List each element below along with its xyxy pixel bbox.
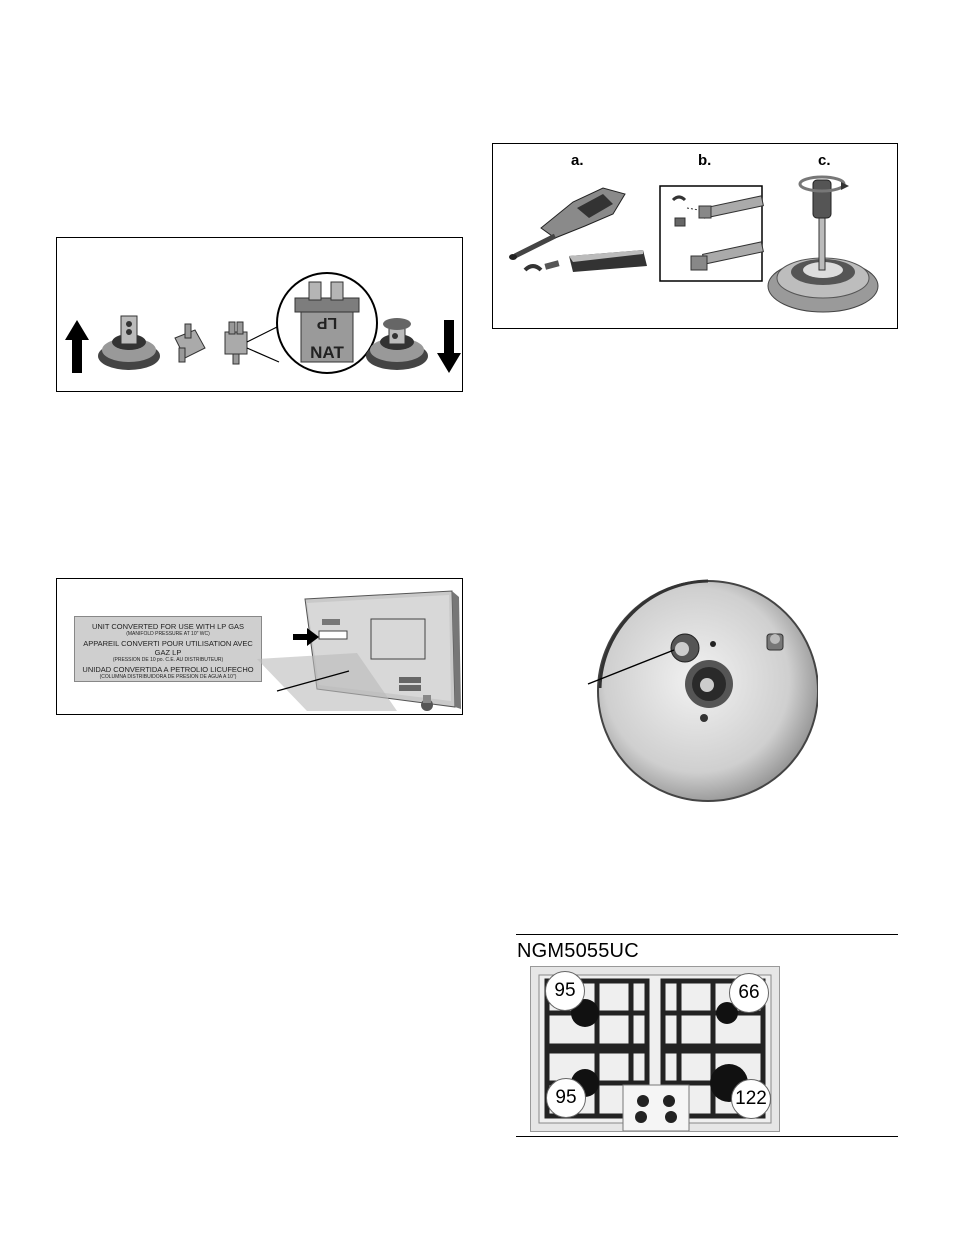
burner-rating-bottom-left: 95 — [546, 1078, 586, 1118]
conversion-label-figure — [56, 578, 463, 715]
orifice-tools-figure — [492, 143, 898, 329]
label-line-french-sub: (PRESSION DE 10 po. C.E. AU DISTRIBUTEUR) — [112, 656, 224, 663]
cap-text-nat: NAT — [310, 343, 344, 362]
cooktop-underside-illustration — [57, 579, 462, 714]
knob-icon — [635, 1111, 647, 1123]
panel-label-b: b. — [698, 152, 712, 169]
panel-label-c: c. — [818, 152, 831, 169]
orifice-tools-illustration — [493, 144, 897, 328]
cap-text-lp: LP — [316, 314, 338, 331]
knob-icon — [665, 1111, 677, 1123]
regulator-illustration — [57, 238, 462, 391]
burner-rating-bottom-right: 122 — [731, 1079, 771, 1119]
orifice-icon — [671, 634, 699, 662]
knob-icon — [663, 1095, 675, 1107]
magnified-cap-detail — [277, 273, 377, 373]
label-line-spanish-sub: (COLUMNA DISTRIBUIDORA DE PRESION DE AGUA A 10") — [99, 674, 237, 680]
regulator-cap-flipped — [225, 322, 247, 364]
arrow-up-icon — [65, 320, 89, 373]
orifice-card-icon — [569, 250, 647, 272]
regulator-cap-part — [175, 324, 205, 362]
rule-top — [516, 934, 898, 935]
nut-driver-icon — [509, 188, 625, 260]
cooktop-top-view — [530, 966, 780, 1132]
regulator-assembled — [98, 316, 160, 370]
control-panel — [623, 1085, 689, 1131]
model-number: NGM5055UC — [517, 940, 639, 962]
label-line-spanish: UNIDAD CONVERTIDA A PETROLIO LICUFECHO — [82, 665, 254, 675]
panel-label-a: a. — [571, 152, 584, 169]
orifice-spud-icon — [525, 260, 560, 270]
screwdriver-icon — [800, 177, 849, 270]
label-line-english: UNIT CONVERTED FOR USE WITH LP GAS — [91, 622, 245, 631]
burner-base-top-view — [578, 576, 818, 808]
knob-icon — [637, 1095, 649, 1107]
regulator-figure — [56, 237, 463, 392]
burner-rating-top-left: 95 — [545, 971, 585, 1011]
burner-rating-top-right: 66 — [729, 973, 769, 1013]
label-line-english-sub: (MANIFOLD PRESSURE AT 10" WC) — [126, 630, 210, 637]
label-line-french: APPAREIL CONVERTI POUR UTILISATION AVEC GAZ LP — [83, 639, 253, 657]
arrow-down-icon — [437, 320, 461, 373]
rule-bottom — [516, 1136, 898, 1137]
label-location — [319, 631, 347, 639]
electrode-icon — [767, 634, 783, 650]
burner-port-icon — [685, 660, 733, 708]
